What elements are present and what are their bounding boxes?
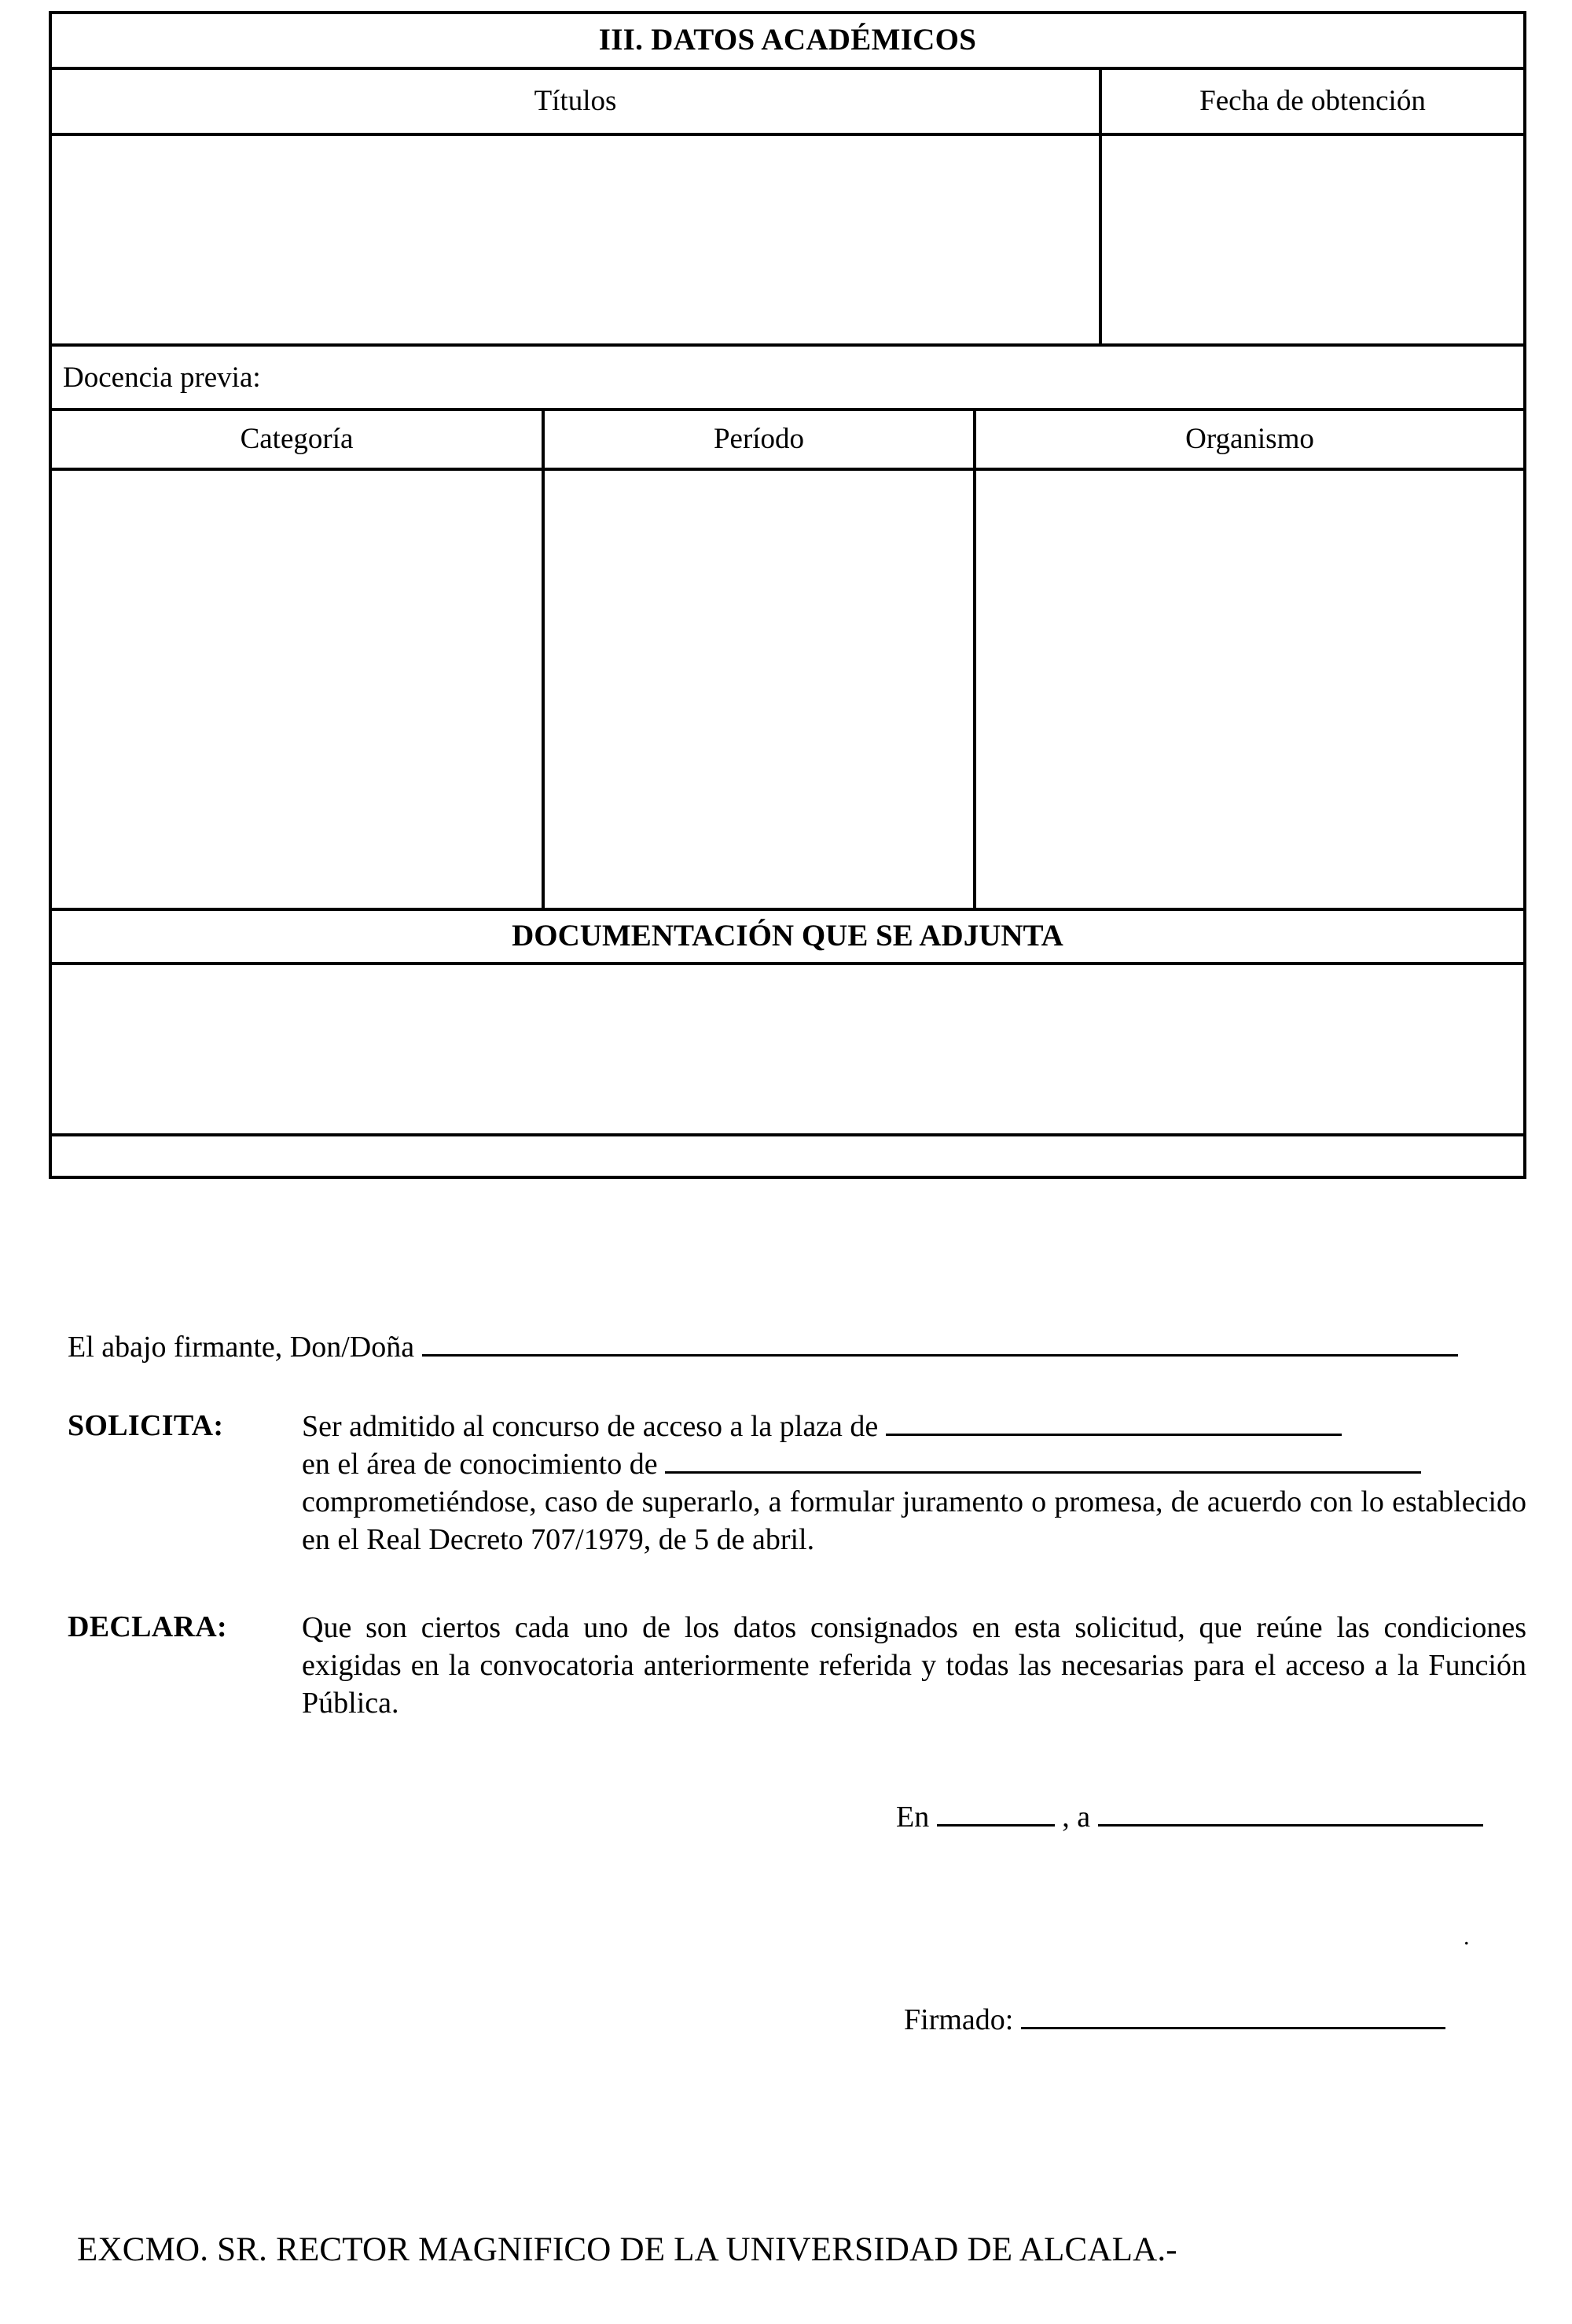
column-header-categoria: Categoría: [52, 411, 545, 471]
stray-mark: .: [1464, 1924, 1470, 1950]
section-title-documentacion-adjunta: DOCUMENTACIÓN QUE SE ADJUNTA: [52, 911, 1523, 965]
documentacion-entry-field[interactable]: [52, 965, 1523, 1136]
declara-body: Que son ciertos cada uno de los datos consignados en esta solicitud, que reúne las condiciones exigidas en la convocatoria anteriormente referida y todas las necesarias para el acceso a la Función Pública.: [302, 1611, 1526, 1720]
fecha-input-rule[interactable]: [1098, 1823, 1483, 1827]
lugar-input-rule[interactable]: [937, 1823, 1055, 1827]
titulos-header-row: [52, 70, 1523, 136]
docencia-previa-label: Docencia previa:: [52, 347, 1523, 411]
column-header-fecha-obtencion: Fecha de obtención: [1102, 70, 1523, 136]
academic-data-table: [49, 11, 1526, 1179]
periodo-entry-field[interactable]: [545, 471, 976, 911]
section-title-datos-academicos: III. DATOS ACADÉMICOS: [52, 14, 1523, 70]
place-date-line: [896, 1800, 1483, 1834]
solicita-block: [68, 1408, 1526, 1559]
documentacion-extra-field[interactable]: [52, 1136, 1523, 1176]
solicita-line-1: [302, 1408, 1526, 1446]
firmante-label: El abajo firmante, Don/Doña: [68, 1331, 415, 1364]
solicita-line-2: [302, 1446, 1526, 1484]
categoria-entry-field[interactable]: [52, 471, 545, 911]
solicita-body: [302, 1408, 1526, 1559]
en-label: En: [896, 1801, 930, 1834]
solicita-line-3: comprometiéndose, caso de superarlo, a formular juramento o promesa, de acuerdo con lo establecido en el Real Decreto 707/1979, de 5 de abril.: [302, 1485, 1526, 1556]
titulos-entry-field[interactable]: [52, 136, 1102, 347]
a-label: , a: [1062, 1801, 1091, 1834]
declara-label: DECLARA:: [68, 1610, 227, 1643]
area-conocimiento-input-rule[interactable]: [665, 1470, 1421, 1474]
firmante-input-rule[interactable]: [422, 1353, 1458, 1357]
docencia-entry-row: [52, 471, 1523, 911]
solicita-label: SOLICITA:: [68, 1409, 224, 1442]
declara-block: [68, 1610, 1526, 1723]
firmante-line: [68, 1330, 1537, 1364]
column-header-organismo: Organismo: [976, 411, 1523, 471]
fecha-obtencion-entry-field[interactable]: [1102, 136, 1523, 347]
solicita-line-1-text: Ser admitido al concurso de acceso a la plaza de: [302, 1410, 879, 1443]
organismo-entry-field[interactable]: [976, 471, 1523, 911]
firma-input-rule[interactable]: [1021, 2026, 1445, 2029]
column-header-periodo: Período: [545, 411, 976, 471]
titulos-entry-row: [52, 136, 1523, 347]
signature-line: [904, 2003, 1445, 2037]
solicita-line-2-text: en el área de conocimiento de: [302, 1447, 658, 1481]
column-header-titulos: Títulos: [52, 70, 1102, 136]
docencia-header-row: [52, 411, 1523, 471]
firmado-label: Firmado:: [904, 2003, 1014, 2036]
plaza-input-rule[interactable]: [886, 1433, 1342, 1436]
footer-addressee: EXCMO. SR. RECTOR MAGNIFICO DE LA UNIVERSIDAD DE ALCALA.-: [77, 2231, 1177, 2268]
